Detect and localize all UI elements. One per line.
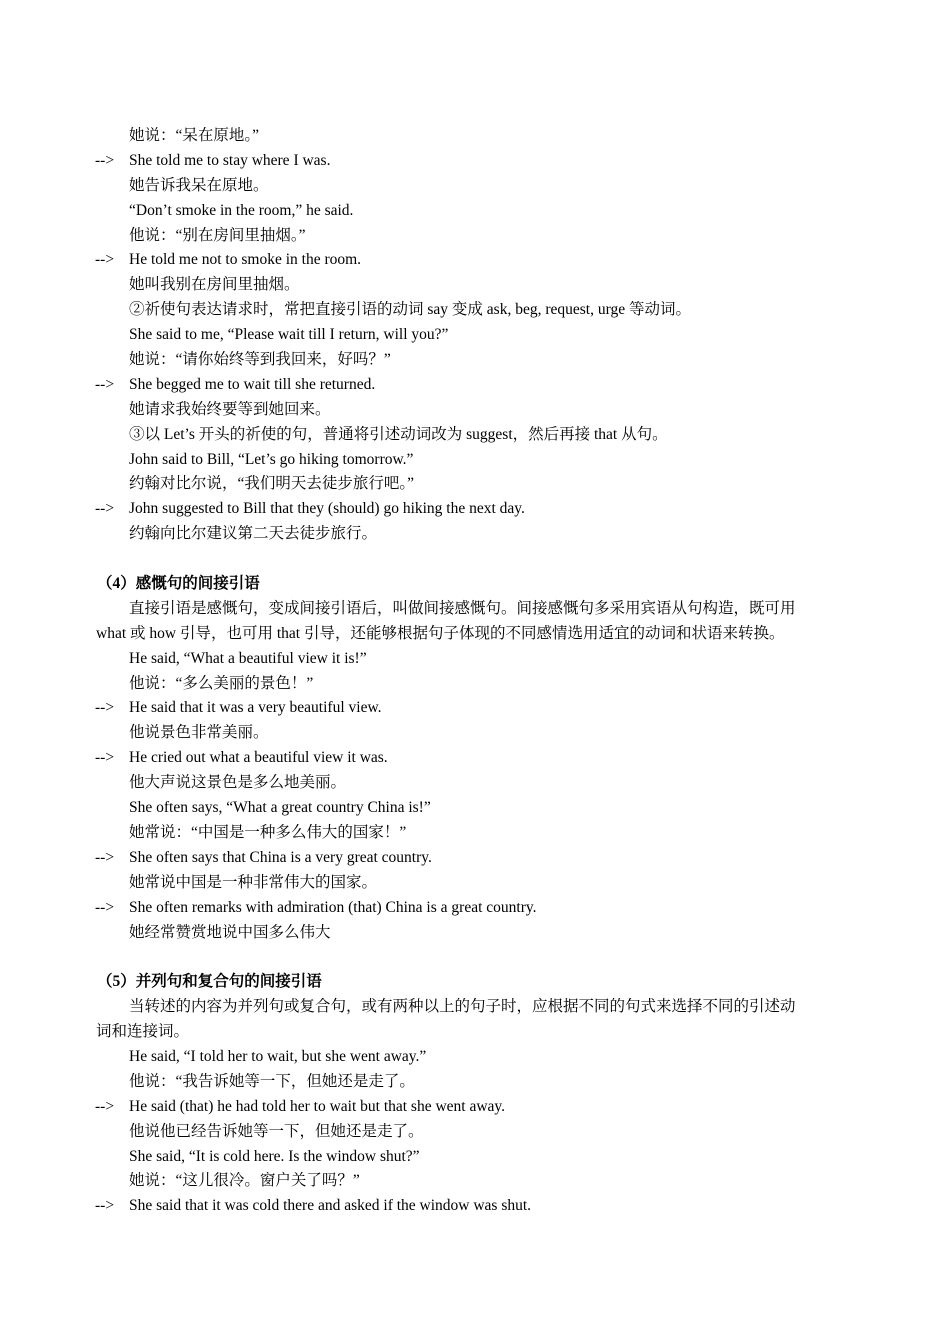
line-text: She said, “It is cold here. Is the window shut?” <box>129 1147 420 1165</box>
converted-sentence-line <box>0 1194 950 1219</box>
text-line <box>0 622 950 647</box>
text-line <box>0 672 950 697</box>
line-text: 直接引语是感慨句，变成间接引语后，叫做间接感慨句。间接感慨句多采用宾语从句构造，既可用 <box>129 599 796 617</box>
section-heading <box>0 572 950 597</box>
line-text: He told me not to smoke in the room. <box>129 251 362 269</box>
line-text: 词和连接词。 <box>96 1023 190 1041</box>
text-line <box>0 921 950 946</box>
line-text: 她说：“呆在原地。” <box>129 127 260 144</box>
line-text: She often says, “What a great country China is!” <box>129 799 431 817</box>
text-line <box>0 448 950 473</box>
converted-sentence-line <box>0 746 950 771</box>
text-line <box>0 298 950 323</box>
conversion-arrow: --> <box>95 500 115 518</box>
conversion-arrow: --> <box>95 898 115 916</box>
conversion-arrow: --> <box>95 848 115 866</box>
line-text: She begged me to wait till she returned. <box>129 375 376 393</box>
line-text: John said to Bill, “Let’s go hiking tomorrow.” <box>129 450 414 468</box>
text-line <box>0 995 950 1020</box>
line-text: 约翰对比尔说，“我们明天去徒步旅行吧。” <box>129 475 415 493</box>
conversion-arrow: --> <box>95 1097 115 1115</box>
line-text: 他大声说这景色是多么地美丽。 <box>129 774 347 792</box>
line-text: 她常说中国是一种非常伟大的国家。 <box>129 873 378 891</box>
line-text: He cried out what a beautiful view it was. <box>129 749 388 767</box>
line-text: 她说：“请你始终等到我回来，好吗？” <box>129 351 391 369</box>
text-line <box>0 323 950 348</box>
text-line <box>0 1169 950 1194</box>
text-line <box>0 796 950 821</box>
text-line <box>0 174 950 199</box>
text-line <box>0 1120 950 1145</box>
line-text: 他说：“我告诉她等一下，但她还是走了。 <box>129 1072 415 1090</box>
converted-sentence-line <box>0 497 950 522</box>
text-line <box>0 398 950 423</box>
text-line <box>0 871 950 896</box>
line-text: 他说他已经告诉她等一下，但她还是走了。 <box>129 1122 424 1140</box>
conversion-arrow: --> <box>95 251 115 269</box>
conversion-arrow: --> <box>95 699 115 717</box>
text-line <box>0 522 950 547</box>
line-text: She said to me, “Please wait till I return, will you?” <box>129 326 449 344</box>
line-text: 她经常赞赏地说中国多么伟大 <box>129 923 331 941</box>
line-text: He said, “What a beautiful view it is!” <box>129 649 367 667</box>
line-text: She told me to stay where I was. <box>129 151 331 169</box>
text-line <box>0 472 950 497</box>
converted-sentence-line <box>0 149 950 174</box>
line-text: He said that it was a very beautiful view. <box>129 699 382 717</box>
line-text: 约翰向比尔建议第二天去徒步旅行。 <box>129 525 378 543</box>
text-line <box>0 597 950 622</box>
conversion-arrow: --> <box>95 151 115 169</box>
line-text: 她告诉我呆在原地。 <box>129 176 269 194</box>
line-text: He said, “I told her to wait, but she went away.” <box>129 1047 427 1065</box>
line-text: He said (that) he had told her to wait but that she went away. <box>129 1097 506 1115</box>
line-text: She often remarks with admiration (that) China is a great country. <box>129 898 537 916</box>
converted-sentence-line <box>0 846 950 871</box>
text-line <box>0 1045 950 1070</box>
heading-text: （4）感慨句的间接引语 <box>97 575 260 593</box>
line-text: 他说景色非常美丽。 <box>129 724 269 742</box>
converted-sentence-line <box>0 373 950 398</box>
line-text: 她常说：“中国是一种多么伟大的国家！” <box>129 823 407 841</box>
line-text: 她请求我始终要等到她回来。 <box>129 400 331 418</box>
text-line <box>0 1145 950 1170</box>
line-text: She often says that China is a very great country. <box>129 848 432 866</box>
conversion-arrow: --> <box>95 1197 115 1215</box>
line-text: 他说：“别在房间里抽烟。” <box>129 226 306 244</box>
line-text: 她叫我别在房间里抽烟。 <box>129 276 300 294</box>
blank-line <box>0 945 950 970</box>
text-line <box>0 423 950 448</box>
text-line <box>0 771 950 796</box>
document-page <box>0 124 950 1219</box>
line-text: “Don’t smoke in the room,” he said. <box>129 201 354 219</box>
conversion-arrow: --> <box>95 375 115 393</box>
text-line <box>0 1020 950 1045</box>
text-line <box>0 721 950 746</box>
text-line <box>0 348 950 373</box>
line-text: 当转述的内容为并列句或复合句，或有两种以上的句子时，应根据不同的句式来选择不同的引述动 <box>129 998 796 1016</box>
converted-sentence-line <box>0 696 950 721</box>
text-line <box>0 647 950 672</box>
text-line <box>0 273 950 298</box>
blank-line <box>0 547 950 572</box>
conversion-arrow: --> <box>95 749 115 767</box>
text-line <box>0 199 950 224</box>
line-text: what 或 how 引导，也可用 that 引导，还能够根据句子体现的不同感情选用适宜的动词和状语来转换。 <box>96 624 785 642</box>
line-text: She said that it was cold there and asked if the window was shut. <box>129 1197 532 1215</box>
line-text: John suggested to Bill that they (should) go hiking the next day. <box>129 500 525 518</box>
converted-sentence-line <box>0 1095 950 1120</box>
line-text: ②祈使句表达请求时，常把直接引语的动词 say 变成 ask, beg, request, urge 等动词。 <box>129 301 691 319</box>
text-line <box>0 224 950 249</box>
line-text: ③以 Let’s 开头的祈使的句，普通将引述动词改为 suggest，然后再接 that 从句。 <box>129 425 668 443</box>
line-text: 他说：“多么美丽的景色！” <box>129 674 314 692</box>
text-line <box>0 1070 950 1095</box>
text-line <box>0 124 950 149</box>
text-line <box>0 821 950 846</box>
converted-sentence-line <box>0 896 950 921</box>
section-heading <box>0 970 950 995</box>
heading-text: （5）并列句和复合句的间接引语 <box>97 973 322 991</box>
converted-sentence-line <box>0 248 950 273</box>
line-text: 她说：“这儿很冷。窗户关了吗？” <box>129 1172 360 1190</box>
